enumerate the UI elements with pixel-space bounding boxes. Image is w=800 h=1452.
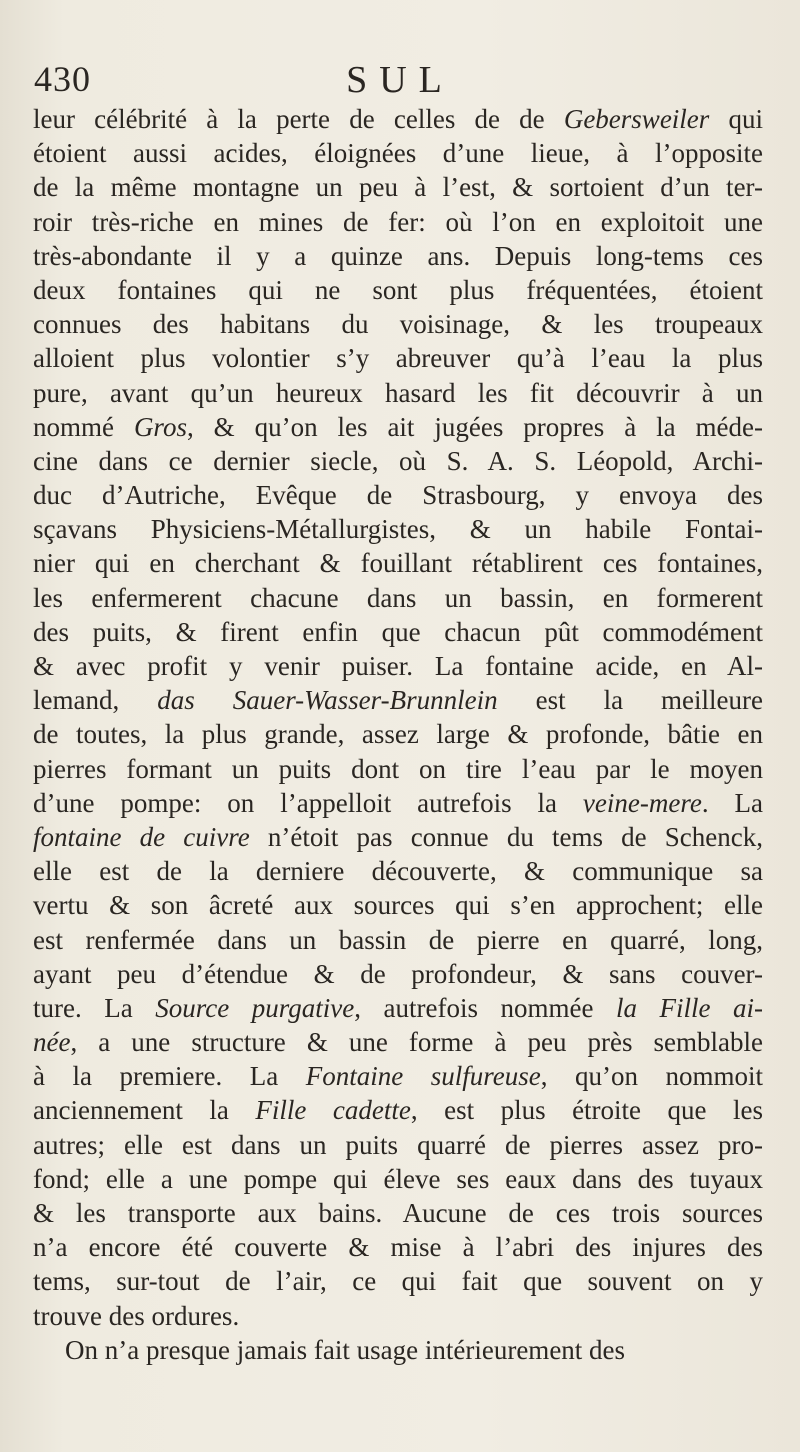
text-line [33, 273, 763, 307]
text-segment: deux fontaines qui ne sont plus fréquentées, étoient [33, 274, 763, 305]
text-line [33, 1230, 763, 1264]
text-line [33, 239, 763, 273]
text-line [33, 1196, 763, 1230]
text-line [33, 1333, 763, 1367]
text-segment: connues des habitans du voisinage, & les troupeaux [33, 309, 763, 340]
text-line [33, 820, 763, 854]
text-line [33, 1162, 763, 1196]
italic-text: das Sauer-Wasser-Brunnlein [157, 685, 498, 716]
text-segment: n’étoit pas connue du tems de Schenck, [249, 821, 763, 852]
running-head: SUL [346, 59, 454, 101]
text-segment: On n’a presque jamais fait usage intérieurement des [65, 1334, 626, 1365]
text-line [33, 1128, 763, 1162]
text-line [33, 102, 763, 136]
text-line [33, 444, 763, 478]
text-segment: étoient aussi acides, éloignées d’une lieue, à l’opposite [33, 138, 763, 169]
text-segment: trouve des ordures. [33, 1300, 240, 1331]
text-line [33, 581, 763, 615]
text-segment: sçavans Physiciens-Métallurgistes, & un habile Fontai- [33, 514, 763, 545]
page-header [0, 58, 800, 100]
text-segment: très-abondante il y a quinze ans. Depuis long-tems ces [33, 240, 763, 271]
italic-text: fontaine de cuivre [33, 821, 250, 852]
text-segment: , est plus étroite que les [410, 1095, 763, 1126]
text-line [33, 649, 763, 683]
text-line [33, 512, 763, 546]
text-segment: ture. La [33, 992, 156, 1023]
text-segment: autres; elle est dans un puits quarré de pierres assez pro- [33, 1129, 763, 1160]
text-segment: tems, sur-tout de l’air, ce qui fait que souvent on y [33, 1266, 763, 1297]
text-line [33, 341, 763, 375]
text-line [33, 410, 763, 444]
text-segment: ayant peu d’étendue & de profondeur, & sans couver- [33, 958, 763, 989]
text-line [33, 923, 763, 957]
text-segment: n’a encore été couverte & mise à l’abri des injures des [33, 1232, 763, 1263]
text-line [33, 376, 763, 410]
text-segment: nier qui en cherchant & fouillant rétablirent ces fontaines, [33, 548, 763, 579]
text-line [33, 991, 763, 1025]
text-segment: de toutes, la plus grande, assez large & profonde, bâtie en [33, 719, 763, 750]
text-segment: des puits, & firent enfin que chacun pût commodément [33, 616, 763, 647]
text-segment: de la même montagne un peu à l’est, & sortoient d’un ter- [33, 172, 763, 203]
text-segment: cine dans ce dernier siecle, où S. A. S. Léopold, Archi- [33, 445, 763, 476]
text-line [33, 307, 763, 341]
text-segment: les enfermerent chacune dans un bassin, en formerent [33, 582, 763, 613]
text-segment: à la premiere. La [33, 1061, 306, 1092]
text-line [33, 1264, 763, 1298]
text-line [33, 1299, 763, 1333]
text-segment: d’une pompe: on l’appelloit autrefois la [33, 787, 583, 818]
italic-text: la Fille ai- [615, 992, 764, 1023]
text-segment: fond; elle a une pompe qui éleve ses eaux dans des tuyaux [33, 1163, 763, 1194]
italic-text: née [33, 1027, 71, 1058]
text-line [33, 1059, 763, 1093]
text-segment: lemand, [33, 685, 158, 716]
text-segment: & les transporte aux bains. Aucune de ces trois sources [33, 1198, 763, 1228]
text-segment: anciennement la [33, 1095, 256, 1126]
text-line [33, 615, 763, 649]
text-line [33, 752, 763, 786]
italic-text: Source purgative [155, 992, 355, 1023]
text-segment: roir très-riche en mines de fer: où l’on en exploitoit une [33, 206, 763, 237]
text-line [33, 136, 763, 170]
text-segment: alloient plus volontier s’y abreuver qu’à l’eau la plus [33, 343, 763, 374]
text-line [33, 170, 763, 204]
text-segment: , autrefois nommée [354, 992, 616, 1023]
italic-text: veine-mere [582, 787, 702, 818]
text-segment: duc d’Autriche, Evêque de Strasbourg, y envoya des [33, 480, 763, 511]
italic-text: Gebersweiler [563, 104, 710, 134]
italic-text: Fille cadette [255, 1095, 411, 1126]
text-line [33, 786, 763, 820]
text-line [33, 683, 763, 717]
text-segment: , & qu’on les ait jugées propres à la méde- [186, 411, 763, 442]
text-segment: . La [701, 787, 763, 818]
text-segment: , qu’on nommoit [540, 1061, 764, 1092]
text-segment: vertu & son âcreté aux sources qui s’en approchent; elle [33, 890, 763, 921]
body-text [33, 102, 763, 1367]
text-segment: pure, avant qu’un heureux hasard les fit découvrir à un [33, 377, 763, 408]
italic-text: Gros [133, 411, 187, 442]
page-number: 430 [34, 59, 91, 99]
text-segment: nommé [33, 411, 134, 442]
text-line [33, 1025, 763, 1059]
text-line [33, 717, 763, 751]
text-line [33, 957, 763, 991]
text-line [33, 1093, 763, 1127]
text-segment: qui [709, 104, 763, 134]
text-segment: est la meilleure [497, 685, 763, 716]
text-line [33, 854, 763, 888]
text-segment: est renfermée dans un bassin de pierre en quarré, long, [33, 924, 763, 955]
text-line [33, 888, 763, 922]
text-line [33, 205, 763, 239]
text-segment: , a une structure & une forme à peu près semblable [70, 1027, 763, 1058]
text-segment: elle est de la derniere découverte, & communique sa [33, 856, 763, 887]
text-line [33, 546, 763, 580]
text-segment: & avec profit y venir puiser. La fontaine acide, en Al- [33, 651, 763, 681]
italic-text: Fontaine sulfureuse [305, 1061, 541, 1092]
text-segment: leur célébrité à la perte de celles de de [33, 104, 564, 134]
text-segment: pierres formant un puits dont on tire l’eau par le moyen [33, 753, 763, 784]
text-line [33, 478, 763, 512]
